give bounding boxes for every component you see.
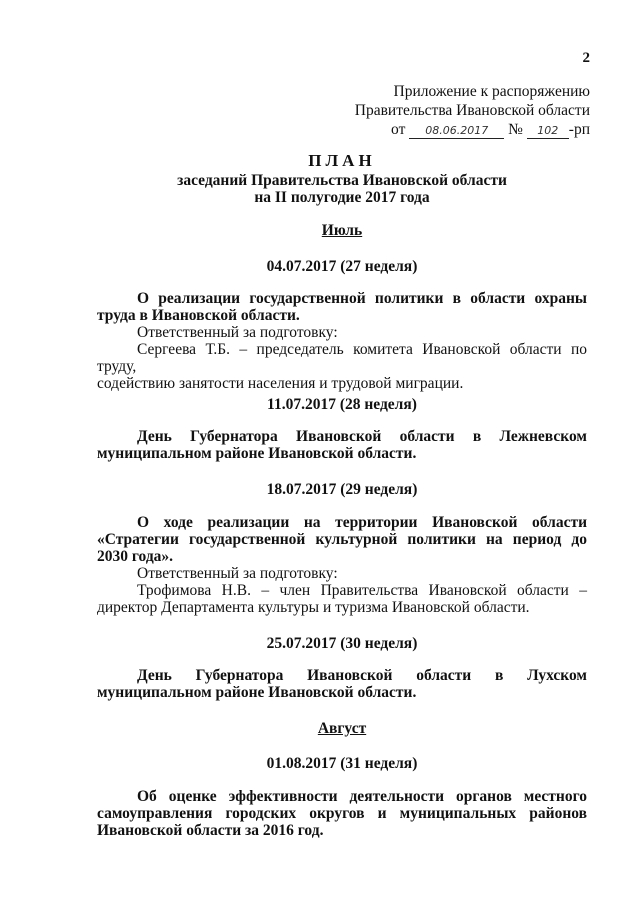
handwritten-number: 102	[527, 124, 569, 139]
appendix-line-1: Приложение к распоряжению	[393, 83, 590, 100]
document-title: ПЛАН	[308, 151, 376, 170]
meeting-topic-line: О ходе реализации на территории Ивановской области	[137, 514, 587, 531]
meeting-topic-line: самоуправления городских округов и муниципальных районов	[97, 805, 587, 822]
meeting-topic-line: Об оценке эффективности деятельности органов местного	[137, 788, 587, 805]
meeting-topic-line: «Стратегии государственной культурной политики на период до	[97, 531, 587, 548]
subtitle-line-1: заседаний Правительства Ивановской области	[177, 172, 507, 189]
meeting-date: 11.07.2017 (28 неделя)	[267, 396, 417, 413]
meeting-topic-line: О реализации государственной политики в области охраны	[137, 290, 587, 307]
document-subtitle	[97, 172, 587, 206]
page-number: 2	[582, 50, 590, 66]
responsible-label: Ответственный за подготовку:	[137, 324, 338, 341]
meeting-date: 01.08.2017 (31 неделя)	[266, 755, 418, 772]
meeting-date: 25.07.2017 (30 неделя)	[266, 635, 418, 652]
meeting-topic-line: муниципальном районе Ивановской области.	[97, 445, 417, 462]
appendix-header	[355, 82, 590, 139]
meeting-topic-line: День Губернатора Ивановской области в Лухском	[137, 667, 587, 684]
responsible-line: Сергеева Т.Б. – председатель комитета Ивановской области по труду,	[97, 341, 587, 375]
meeting-topic-line: Ивановской области за 2016 год.	[97, 822, 324, 839]
meeting-topic-line: труда в Ивановской области.	[97, 307, 300, 324]
meeting-entry	[97, 428, 587, 462]
meeting-entry	[97, 514, 587, 616]
meeting-entry	[97, 290, 587, 392]
number-label: №	[508, 121, 523, 138]
responsible-line: директор Департамента культуры и туризма Ивановской области.	[97, 599, 530, 616]
from-label: от	[391, 121, 406, 138]
responsible-line: Трофимова Н.В. – член Правительства Ивановской области –	[137, 582, 587, 599]
meeting-topic-line: День Губернатора Ивановской области в Лежневском	[137, 428, 587, 445]
meeting-entry	[97, 667, 587, 701]
meeting-topic-line: муниципальном районе Ивановской области.	[97, 684, 417, 701]
subtitle-line-2: на II полугодие 2017 года	[254, 189, 430, 206]
responsible-line: содействию занятости населения и трудовой миграции.	[97, 375, 464, 392]
appendix-line-3	[355, 120, 590, 139]
meeting-topic-line: 2030 года».	[97, 548, 174, 565]
meeting-date: 04.07.2017 (27 неделя)	[266, 258, 418, 275]
appendix-line-2: Правительства Ивановской области	[354, 102, 590, 119]
handwritten-date: 08.06.2017	[409, 124, 504, 139]
responsible-label: Ответственный за подготовку:	[137, 565, 338, 582]
month-heading-july: Июль	[321, 222, 363, 239]
meeting-date: 18.07.2017 (29 неделя)	[266, 481, 418, 498]
meeting-entry	[97, 788, 587, 839]
month-heading-august: Август	[317, 720, 367, 737]
number-suffix: -рп	[568, 121, 590, 138]
